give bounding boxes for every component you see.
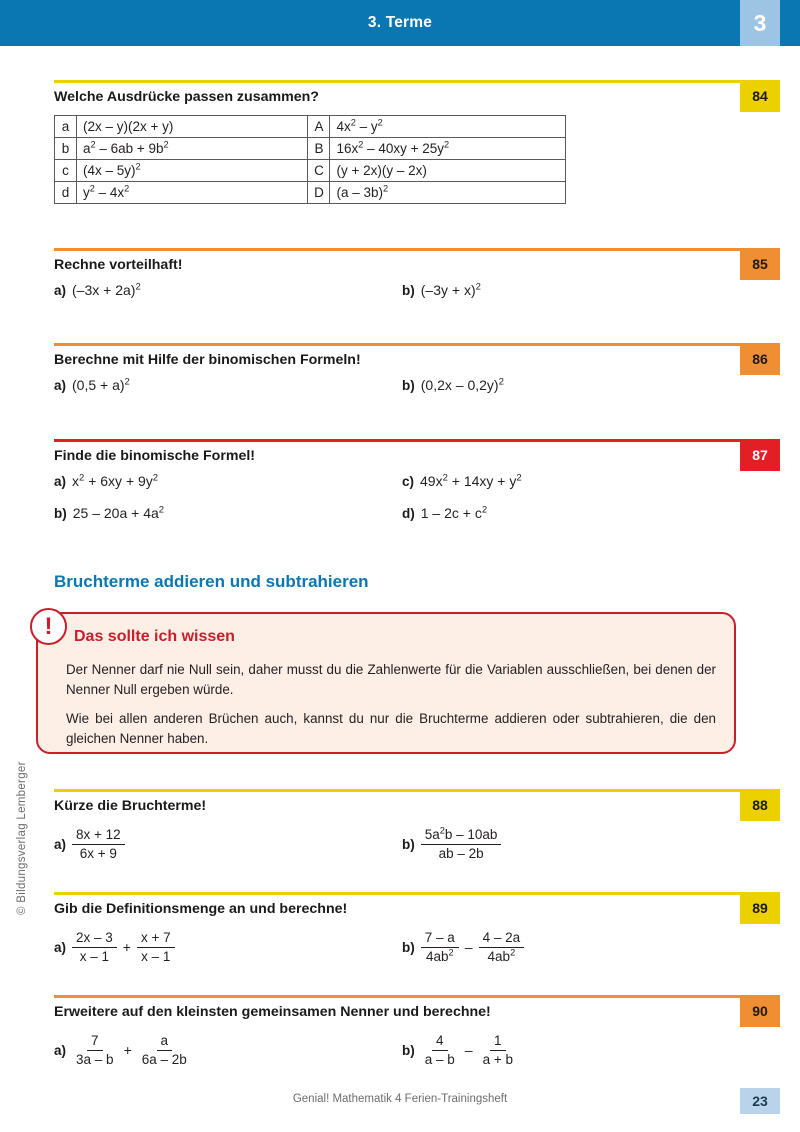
knowledge-paragraph: Der Nenner darf nie Null sein, daher musst du die Zahlenwerte für die Variablen ausschließen, bei denen der Nenner Null ergeben würde. [66,662,716,698]
sub-item-d [402,505,487,521]
left-expression: (4x – 5y)$^2$ [76,160,308,182]
fraction [138,1033,191,1067]
exercise-number-badge: 90 [740,995,780,1027]
exercise-accent-rule [54,892,740,895]
sub-item-b [54,505,164,521]
sub-item-expression: $(0,5 + a)^2$ [72,376,130,393]
sub-item-label: a) [54,377,67,393]
exercise-title: Rechne vorteilhaft! [54,257,183,273]
right-expression: $4x^2 - y^2$ [330,116,566,138]
numerator: 7 [87,1033,103,1051]
section-heading: Bruchterme addieren und subtrahieren [54,572,369,591]
knowledge-box-body [66,660,716,750]
right-key: C [308,160,330,182]
sub-item-c [402,473,522,489]
sub-item-label: b) [54,505,67,521]
fraction [421,827,502,861]
item-row [54,825,740,861]
sub-item-label: a) [54,939,67,955]
knowledge-paragraph: Wie bei allen anderen Brüchen auch, kannst du nur die Bruchterme addieren oder subtrahieren, die den gleichen Nenner haben. [66,710,716,747]
sub-item-label: b) [402,282,415,298]
numerator: 1 [490,1033,506,1051]
copyright-notice: © Bildungsverlag Lemberger [16,761,28,915]
exercise-accent-rule [54,439,740,442]
sub-item-a [54,377,130,393]
sub-item-label: b) [402,1042,415,1058]
left-key: b [55,138,77,160]
fraction [479,930,525,964]
numerator: x + 7 [137,930,175,948]
sub-item-label: b) [402,939,415,955]
item-row [54,505,740,527]
table-row [55,182,566,204]
exercise-accent-rule [54,789,740,792]
fraction [421,930,459,964]
exercise-items [54,1033,740,1067]
exercise-items [54,473,740,533]
denominator: x – 1 [141,948,171,964]
right-key: A [308,116,330,138]
sub-item-label: b) [402,836,415,852]
denominator: 3a – b [76,1051,114,1067]
left-expression: (2x – y)(2x + y) [76,116,308,138]
table-row [55,160,566,182]
right-expression: (y + 2x)(y – 2x) [330,160,566,182]
knowledge-box-title: Das sollte ich wissen [74,628,235,645]
sub-item-expression: $x^2 + 6xy + 9y^2$ [72,472,159,489]
sub-item-label: a) [54,473,67,489]
sub-item-b [402,377,504,393]
sub-item-a [54,473,158,489]
sub-item-expression: $(-3x + 2a)^2$ [72,281,141,298]
exercise-title: Berechne mit Hilfe der binomischen Formeln! [54,352,361,368]
sub-item-label: b) [402,377,415,393]
exercise-items [54,825,740,861]
item-row [54,930,740,964]
matching-table [54,115,566,204]
sub-item-label: d) [402,505,415,521]
numerator: $5a^2b - 10ab$ [421,827,502,845]
right-key: B [308,138,330,160]
left-key: c [55,160,77,182]
denominator: a – b [424,1051,455,1067]
numerator: 7 – a [421,930,459,948]
sub-item-label: a) [54,282,67,298]
fraction-expression [421,1033,517,1067]
fraction-expression [421,827,502,861]
item-row [54,1033,740,1067]
exercise-title: Kürze die Bruchterme! [54,798,207,814]
left-key: d [55,182,77,204]
numerator: 4 – 2a [479,930,525,948]
fraction [72,930,117,964]
exercise-items [54,282,740,310]
denominator: 6a – 2b [141,1051,187,1067]
sub-item-label: a) [54,836,67,852]
item-row [54,473,740,495]
footer-title: Genial! Mathematik 4 Ferien-Trainingsheft [292,1093,508,1105]
fraction-expression [421,930,524,964]
fraction [72,827,125,861]
sub-item-expression: $49x^2 + 14xy + y^2$ [420,472,522,489]
sub-item-b [402,930,524,964]
exercise-number-badge: 84 [740,80,780,112]
exercise-accent-rule [54,80,740,83]
exercise-number-badge: 89 [740,892,780,924]
operator: + [122,939,131,956]
numerator: 2x – 3 [72,930,117,948]
sub-item-expression: (0,2x – 0,2y)$^2$ [420,376,504,393]
exercise-number-badge: 85 [740,248,780,280]
sub-item-b [402,1033,517,1067]
left-expression: $y^2 - 4x^2$ [76,182,308,204]
exercise-title: Welche Ausdrücke passen zusammen? [54,89,319,105]
operator: + [123,1042,132,1059]
numerator: 8x + 12 [72,827,125,845]
sub-item-a [54,1033,191,1067]
sub-item-label: c) [402,473,415,489]
item-row [54,282,740,304]
exercise-items [54,377,740,405]
exercise-number-badge: 88 [740,789,780,821]
denominator: 6x + 9 [79,845,117,861]
sub-item-a [54,827,125,861]
numerator: a [157,1033,173,1051]
page-title: 3. Terme [367,14,433,31]
right-expression: $16x^2 - 40xy + 25y^2$ [330,138,566,160]
fraction [421,1033,459,1067]
exercise-accent-rule [54,995,740,998]
denominator: x – 1 [79,948,110,964]
left-key: a [55,116,77,138]
sub-item-a [54,282,141,298]
sub-item-label: a) [54,1042,67,1058]
table-row [55,116,566,138]
chapter-number-tab: 3 [740,0,780,46]
page-number: 23 [740,1088,780,1114]
exercise-accent-rule [54,343,740,346]
fraction [479,1033,517,1067]
fraction-expression [72,930,175,964]
table-row [55,138,566,160]
operator: – [464,939,473,956]
sub-item-b [402,827,501,861]
denominator: $4ab^2$ [487,947,516,964]
denominator: $4ab^2$ [425,947,454,964]
sub-item-expression: $25 - 20a + 4a^2$ [72,504,165,521]
exercise-title: Erweitere auf den kleinsten gemeinsamen Nenner und berechne! [54,1004,491,1020]
operator: – [464,1042,473,1059]
fraction [137,930,175,964]
exercise-accent-rule [54,248,740,251]
item-row [54,377,740,399]
right-expression: (a – 3b)$^2$ [330,182,566,204]
exclamation-icon: ! [30,608,67,645]
sub-item-a [54,930,175,964]
numerator: 4 [432,1033,448,1051]
fraction-expression [72,827,125,861]
left-expression: $a^2 - 6ab + 9b^2$ [76,138,308,160]
right-key: D [308,182,330,204]
exercise-number-badge: 87 [740,439,780,471]
sub-item-b [402,282,481,298]
exercise-title: Finde die binomische Formel! [54,448,256,464]
sub-item-expression: $(-3y + x)^2$ [420,281,481,298]
fraction-expression [72,1033,191,1067]
exercise-items [54,930,740,964]
page-header [0,0,800,46]
denominator: ab – 2b [438,845,484,861]
denominator: a + b [482,1051,513,1067]
sub-item-expression: $1 - 2c + c^2$ [420,504,488,521]
exercise-number-badge: 86 [740,343,780,375]
fraction [72,1033,118,1067]
exercise-title: Gib die Definitionsmenge an und berechne! [54,901,348,917]
